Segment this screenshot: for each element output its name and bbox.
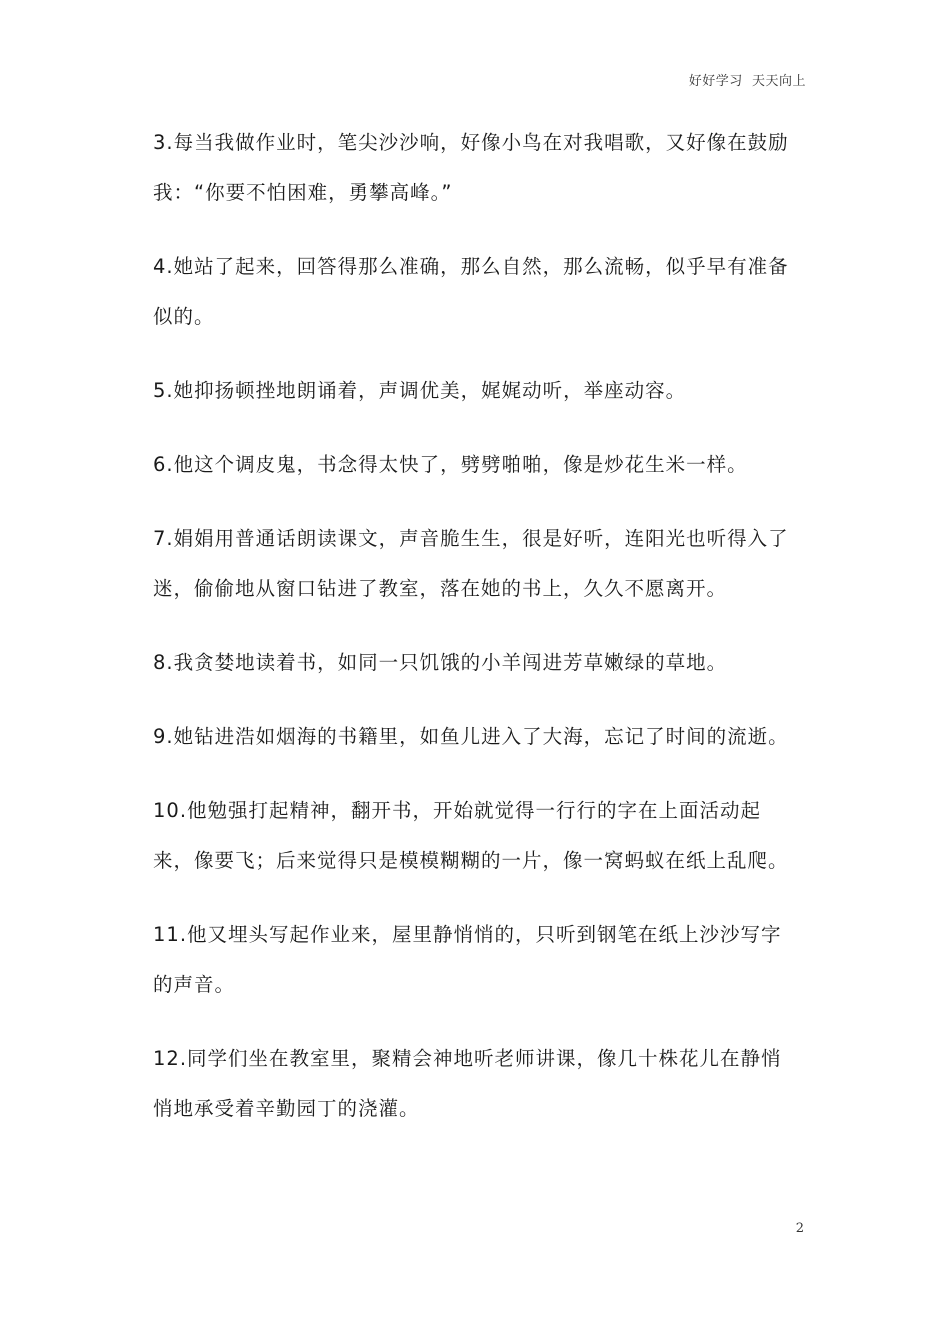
paragraph-6: 6.他这个调皮鬼，书念得太快了，劈劈啪啪，像是炒花生米一样。 <box>153 453 748 476</box>
paragraph-7: 7.娟娟用普通话朗读课文，声音脆生生，很是好听，连阳光也听得入了迷，偷偷地从窗口钻进了教室，落在她的书上，久久不愿离开。 <box>153 527 789 600</box>
paragraph-10: 10.他勉强打起精神，翻开书，开始就觉得一行行的字在上面活动起来，像要飞；后来觉得只是模模糊糊的一片，像一窝蚂蚁在纸上乱爬。 <box>153 799 789 872</box>
paragraph-8: 8.我贪婪地读着书，如同一只饥饿的小羊闯进芳草嫩绿的草地。 <box>153 651 728 674</box>
page-header-motto: 好好学习 天天向上 <box>688 74 806 89</box>
paragraph-5: 5.她抑扬顿挫地朗诵着，声调优美，娓娓动听，举座动容。 <box>153 379 687 402</box>
paragraph-12: 12.同学们坐在教室里，聚精会神地听老师讲课，像几十株花儿在静悄悄地承受着辛勤园丁的浇灌。 <box>153 1047 782 1120</box>
document-body <box>153 118 801 1158</box>
paragraph-9: 9.她钻进浩如烟海的书籍里，如鱼儿进入了大海，忘记了时间的流逝。 <box>153 725 789 748</box>
page-number: 2 <box>795 1221 804 1236</box>
paragraph-3: 3.每当我做作业时，笔尖沙沙响，好像小鸟在对我唱歌，又好像在鼓励我：“你要不怕困难，勇攀高峰。” <box>153 131 789 204</box>
paragraph-4: 4.她站了起来，回答得那么准确，那么自然，那么流畅，似乎早有准备似的。 <box>153 255 789 328</box>
paragraph-11: 11.他又埋头写起作业来，屋里静悄悄的，只听到钢笔在纸上沙沙写字的声音。 <box>153 923 782 996</box>
